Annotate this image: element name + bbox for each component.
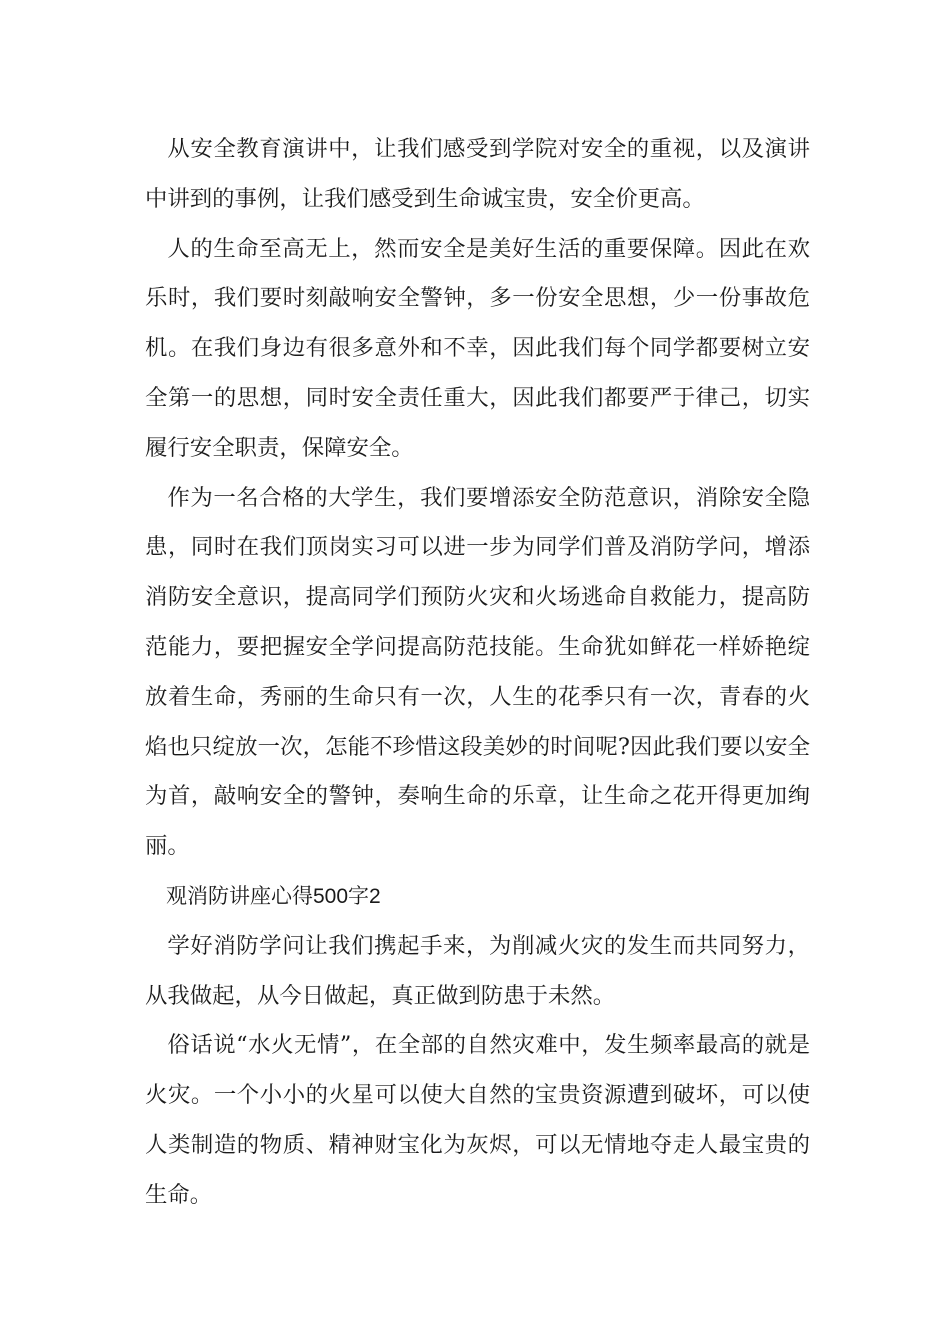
paragraph-water-fire: 俗话说“水火无情”，在全部的自然灾难中，发生频率最高的就是火灾。一个小小的火星可以使大自然的宝贵资源遭到破坏，可以使人类制造的物质、精神财宝化为灰烬，可以无情地夺走人最宝贵的生命。	[145, 1032, 810, 1208]
document-body	[145, 125, 810, 1221]
paragraph-fire-knowledge: 学好消防学问让我们携起手来，为削减火灾的发生而共同努力，从我做起，从今日做起，真正做到防患于未然。	[145, 932, 810, 1009]
paragraph-college-student: 作为一名合格的大学生，我们要增添安全防范意识，消除安全隐患，同时在我们顶岗实习可以进一步为同学们普及消防学问，增添消防安全意识，提高同学们预防火灾和火场逃命自救能力，提高防范能力，要把握安全学问提高防范技能。生命犹如鲜花一样娇艳绽放着生命，秀丽的生命只有一次，人生的花季只有一次，青春的火焰也只绽放一次，怎能不珍惜这段美妙的时间呢?因此我们要以安全为首，敲响安全的警钟，奏响生命的乐章，让生命之花开得更加绚丽。	[145, 484, 810, 860]
paragraph-safety-lecture: 从安全教育演讲中，让我们感受到学院对安全的重视，以及演讲中讲到的事例，让我们感受到生命诚宝贵，安全价更高。	[145, 136, 810, 212]
section-heading: 观消防讲座心得500字2	[166, 884, 381, 908]
paragraph-life-supreme: 人的生命至高无上，然而安全是美好生活的重要保障。因此在欢乐时，我们要时刻敲响安全警钟，多一份安全思想，少一份事故危机。在我们身边有很多意外和不幸，因此我们每个同学都要树立安全第一的思想，同时安全责任重大，因此我们都要严于律己，切实履行安全职责，保障安全。	[145, 235, 810, 461]
